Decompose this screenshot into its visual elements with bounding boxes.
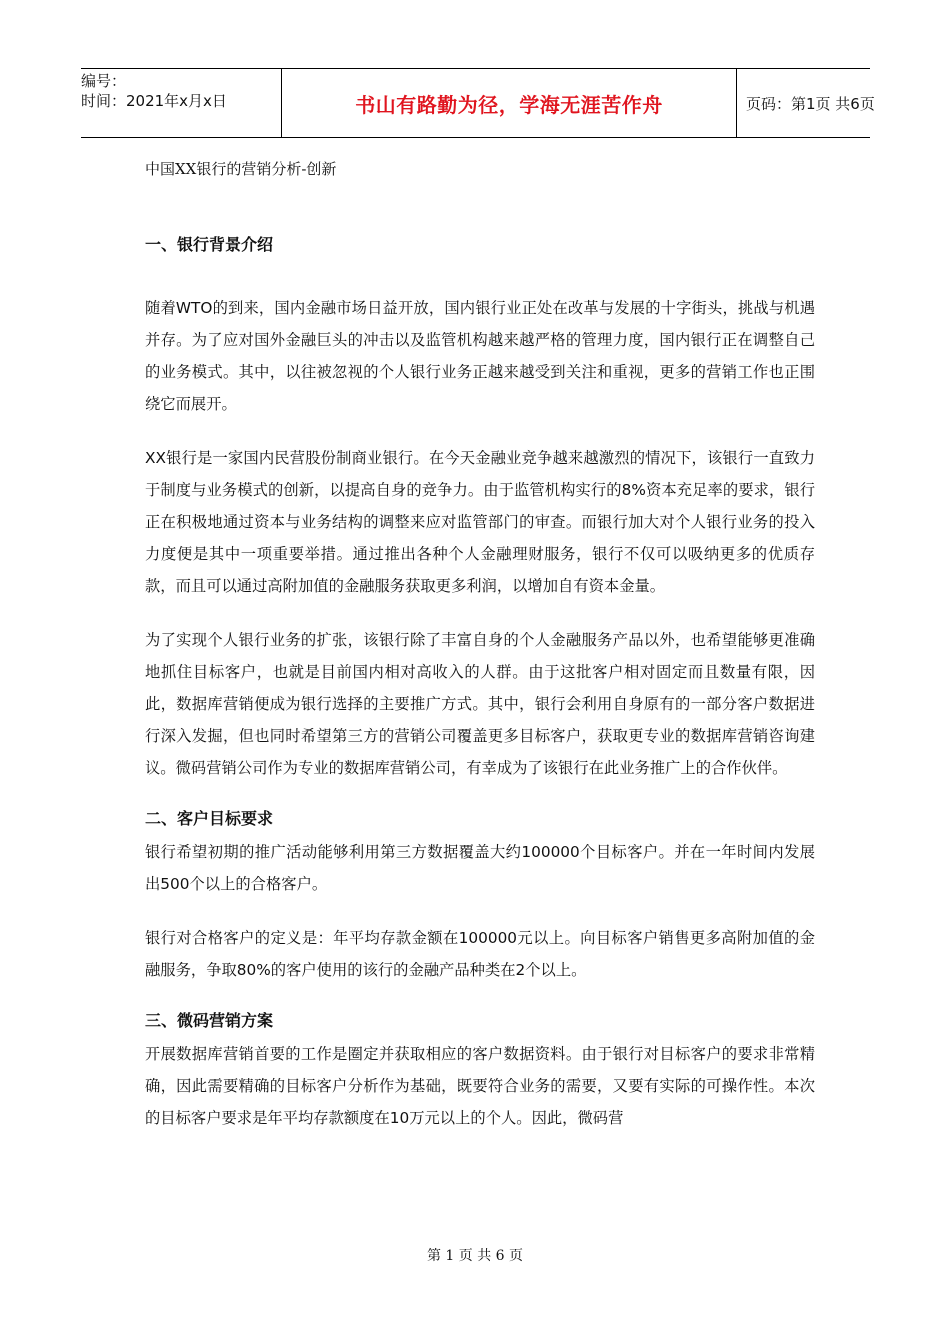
paragraph: 随着WTO的到来，国内金融市场日益开放，国内银行业正处在改革与发展的十字街头，挑战与机遇并存。为了应对国外金融巨头的冲击以及监管机构越来越严格的管理力度，国内银行正在调整自己的业务模式。其中，以往被忽视的个人银行业务正越来越受到关注和重视，更多的营销工作也正围绕它而展开。 [145, 299, 815, 413]
paragraph: 开展数据库营销首要的工作是圈定并获取相应的客户数据资料。由于银行对目标客户的要求非常精确，因此需要精确的目标客户分析作为基础，既要符合业务的需要，又要有实际的可操作性。本次的目标客户要求是年平均存款额度在10万元以上的个人。因此，微码营 [145, 1045, 815, 1127]
motto: 书山有路勤为径，学海无涯苦作舟 [355, 92, 663, 117]
section-heading: 一、银行背景介绍 [145, 235, 274, 254]
document-title: 中国XX银行的营销分析-创新 [145, 160, 337, 178]
page-footer: 第 1 页 共 6 页 [426, 1248, 524, 1264]
paragraph: 为了实现个人银行业务的扩张，该银行除了丰富自身的个人金融服务产品以外，也希望能够更准确地抓住目标客户，也就是目前国内相对高收入的人群。由于这批客户相对固定而且数量有限，因此，数据库营销便成为银行选择的主要推广方式。其中，银行会利用自身原有的一部分客户数据进行深入发掘，但也同时希望第三方的营销公司覆盖更多目标客户，获取更专业的数据库营销咨询建议。微码营销公司作为专业的数据库营销公司，有幸成为了该银行在此业务推广上的合作伙伴。 [145, 631, 815, 777]
number-label: 编号： [81, 72, 127, 90]
header-page-info: 页码：第1页 共6页 [746, 94, 875, 113]
time-label: 时间：2021年x月x日 [81, 92, 227, 110]
section-heading: 二、客户目标要求 [145, 809, 274, 828]
paragraph: XX银行是一家国内民营股份制商业银行。在今天金融业竞争越来越激烈的情况下，该银行一直致力于制度与业务模式的创新，以提高自身的竞争力。由于监管机构实行的8%资本充足率的要求，银行正在积极地通过资本与业务结构的调整来应对监管部门的审查。而银行加大对个人银行业务的投入力度便是其中一项重要举措。通过推出各种个人金融理财服务，银行不仅可以吸纳更多的优质存款，而且可以通过高附加值的金融服务获取更多利润，以增加自有资本金量。 [145, 449, 815, 595]
document-body [145, 230, 815, 1134]
page-header [81, 68, 875, 138]
paragraph: 银行希望初期的推广活动能够利用第三方数据覆盖大约100000个目标客户。并在一年时间内发展出500个以上的合格客户。 [145, 843, 815, 893]
paragraph: 银行对合格客户的定义是：年平均存款金额在100000元以上。向目标客户销售更多高附加值的金融服务，争取80%的客户使用的该行的金融产品种类在2个以上。 [145, 929, 815, 979]
header-motto-cell [281, 69, 737, 137]
section-heading: 三、微码营销方案 [145, 1011, 274, 1030]
header-meta [81, 69, 281, 139]
